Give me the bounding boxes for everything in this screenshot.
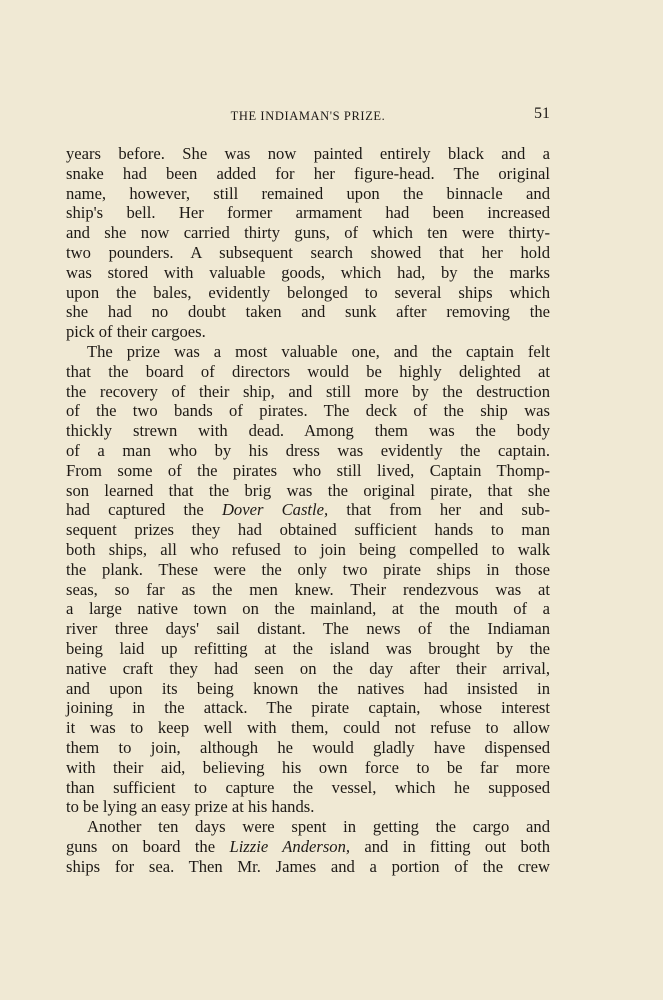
text-line: both ships, all who refused to join being compelled to walk xyxy=(66,539,550,559)
text-line: From some of the pirates who still lived, Captain Thomp- xyxy=(66,460,550,480)
text-line: The prize was a most valuable one, and the captain felt xyxy=(87,341,550,361)
text-line: native craft they had seen on the day after their arrival, xyxy=(66,658,550,678)
text-line: the plank. These were the only two pirate ships in those xyxy=(66,559,550,579)
text-line: name, however, still remained upon the binnacle and xyxy=(66,183,550,203)
text-line: that the board of directors would be highly delighted at xyxy=(66,361,550,381)
text-line: it was to keep well with them, could not refuse to allow xyxy=(66,718,550,738)
text-line: two pounders. A subsequent search showed that her hold xyxy=(66,242,550,262)
text-fragment: guns on board the xyxy=(66,836,230,856)
text-line: them to join, although he would gladly have dispensed xyxy=(66,737,550,757)
text-line: thickly strewn with dead. Among them was the body xyxy=(66,421,550,441)
text-line: and upon its being known the natives had insisted in xyxy=(66,678,550,698)
ship-name-italic: Dover Castle, xyxy=(221,500,329,520)
text-line: of the two bands of pirates. The deck of the ship was xyxy=(66,401,550,421)
text-line: to be lying an easy prize at his hands. xyxy=(66,797,315,817)
text-line: with their aid, believing his own force to be far more xyxy=(66,757,550,777)
text-line: a large native town on the mainland, at the mouth of a xyxy=(66,599,550,619)
text-line: being laid up refitting at the island was brought by the xyxy=(66,638,550,658)
text-fragment: had captured the xyxy=(66,500,222,520)
text-line: was stored with valuable goods, which had, by the marks xyxy=(66,262,550,282)
text-line: river three days' sail distant. The news of the Indiaman xyxy=(66,619,550,639)
page-number: 51 xyxy=(534,105,550,122)
text-line: she had no doubt taken and sunk after removing the xyxy=(66,302,550,322)
text-line: the recovery of their ship, and still more by the destruction xyxy=(66,381,550,401)
text-fragment: and in fitting out both xyxy=(350,836,550,856)
text-line: seas, so far as the men knew. Their rendezvous was at xyxy=(66,579,550,599)
text-line: of a man who by his dress was evidently the captain. xyxy=(66,440,550,460)
text-line: sequent prizes they had obtained sufficient hands to man xyxy=(66,520,550,540)
text-line: Another ten days were spent in getting the cargo and xyxy=(87,817,550,837)
text-line: pick of their cargoes. xyxy=(66,322,206,342)
text-line: ships for sea. Then Mr. James and a portion of the crew xyxy=(66,856,550,876)
text-line: than sufficient to capture the vessel, which he supposed xyxy=(66,777,550,797)
text-line xyxy=(66,500,550,520)
running-title: THE INDIAMAN'S PRIZE. xyxy=(230,109,386,123)
text-line: ship's bell. Her former armament had been increased xyxy=(66,203,550,223)
text-line: and she now carried thirty guns, of which ten were thirty- xyxy=(66,223,550,243)
text-line: son learned that the brig was the original pirate, that she xyxy=(66,480,550,500)
text-line: joining in the attack. The pirate captain, whose interest xyxy=(66,698,550,718)
text-fragment: that from her and sub- xyxy=(328,500,550,520)
text-line xyxy=(66,837,550,857)
body-text xyxy=(66,144,550,876)
text-line: snake had been added for her figure-head. The original xyxy=(66,163,550,183)
ship-name-italic: Lizzie Anderson, xyxy=(229,836,351,856)
text-line: years before. She was now painted entirely black and a xyxy=(66,144,550,163)
text-line: upon the bales, evidently belonged to several ships which xyxy=(66,282,550,302)
running-head xyxy=(66,105,550,129)
